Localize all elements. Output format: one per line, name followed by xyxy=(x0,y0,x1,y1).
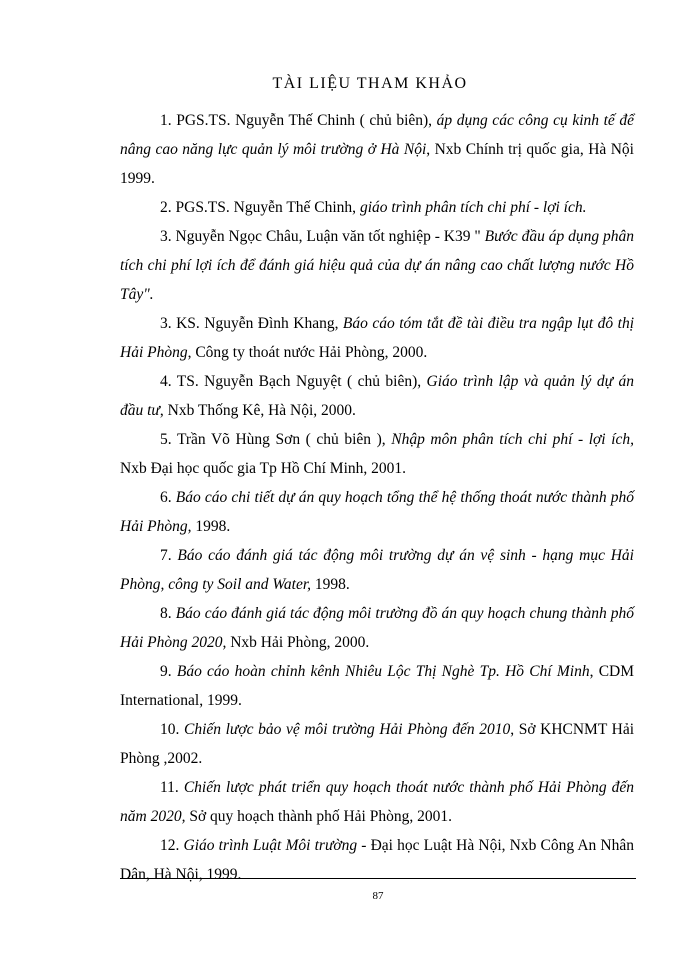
reference-work-title: Giáo trình lập và quản lý dự án đầu tư xyxy=(120,373,634,419)
reference-number: 5. xyxy=(160,431,172,448)
reference-publisher: , Nxb Thống Kê, Hà Nội, 2000. xyxy=(159,402,356,419)
reference-item xyxy=(120,222,634,309)
reference-number: 7. xyxy=(160,547,172,564)
reference-item xyxy=(120,425,634,483)
reference-number: 10. xyxy=(160,721,180,738)
reference-publisher: 1998. xyxy=(311,576,350,593)
reference-item xyxy=(120,773,634,831)
reference-item xyxy=(120,483,634,541)
reference-number: 9. xyxy=(160,663,172,680)
reference-work-title: Báo cáo chi tiết dự án quy hoạch tổng thể hệ thống thoát nước thành phố Hải Phòng, xyxy=(120,489,635,535)
reference-publisher: , CDM International, 1999. xyxy=(120,663,635,709)
footer-divider xyxy=(120,878,636,879)
reference-publisher: Nxb Đại học quốc gia Tp Hồ Chí Minh, 2001. xyxy=(120,460,407,477)
reference-publisher: , Sở KHCNMT Hải Phòng ,2002. xyxy=(120,721,635,767)
reference-work-title: áp dụng các công cụ kinh tế để nâng cao năng lực quản lý môi trường ở Hà Nội xyxy=(120,112,635,158)
reference-work-title: Báo cáo đánh giá tác động môi trường dự án vệ sinh - hạng mục Hải Phòng, công ty Soil and Water, xyxy=(120,547,634,593)
reference-list xyxy=(120,106,634,889)
reference-number: 1. xyxy=(160,112,172,129)
reference-number: 2. xyxy=(160,199,172,216)
reference-publisher: - Đại học Luật Hà Nội, Nxb Công An Nhân Dân, Hà Nội, 1999. xyxy=(120,837,635,883)
reference-author: KS. Nguyễn Đình Khang, xyxy=(176,315,343,332)
reference-item xyxy=(120,106,634,193)
reference-publisher: , Công ty thoát nước Hải Phòng, 2000. xyxy=(187,344,428,361)
reference-publisher: Sở quy hoạch thành phố Hải Phòng, 2001. xyxy=(185,808,452,825)
reference-item xyxy=(120,599,634,657)
reference-item xyxy=(120,193,634,222)
reference-number: 6. xyxy=(160,489,172,506)
reference-item xyxy=(120,367,634,425)
reference-author: Trần Võ Hùng Sơn ( chủ biên ), xyxy=(176,431,392,448)
reference-number: 4. xyxy=(160,373,172,390)
reference-item xyxy=(120,657,634,715)
reference-number: 12. xyxy=(160,837,180,854)
reference-author: PGS.TS. Nguyễn Thế Chinh ( chủ biên), xyxy=(176,112,437,129)
reference-item xyxy=(120,715,634,773)
reference-number: 3. xyxy=(160,228,172,245)
reference-number: 3. xyxy=(160,315,172,332)
reference-work-title: Báo cáo hoàn chỉnh kênh Nhiêu Lộc Thị Nghè Tp. Hồ Chí Minh xyxy=(176,663,590,680)
reference-work-title: Bước đầu áp dụng phân tích chi phí lợi ích để đánh giá hiệu quả của dự án nâng cao chất lượng nước Hồ Tây". xyxy=(120,228,634,303)
reference-author: PGS.TS. Nguyễn Thế Chinh, xyxy=(175,199,360,216)
reference-publisher: 1998. xyxy=(191,518,231,535)
reference-item xyxy=(120,541,634,599)
reference-work-title: Nhập môn phân tích chi phí - lợi ích, xyxy=(391,431,634,448)
reference-publisher: , Nxb Chính trị quốc gia, Hà Nội 1999. xyxy=(120,141,634,187)
reference-number: 11. xyxy=(160,779,179,796)
reference-work-title: Báo cáo đánh giá tác động môi trường đồ án quy hoạch chung thành phố Hải Phòng 2020, xyxy=(120,605,635,651)
page-title: TÀI LIỆU THAM KHẢO xyxy=(272,75,468,92)
reference-work-title: giáo trình phân tích chi phí - lợi ích. xyxy=(359,199,587,216)
reference-author: TS. Nguyễn Bạch Nguyệt ( chủ biên), xyxy=(176,373,427,390)
reference-publisher: Nxb Hải Phòng, 2000. xyxy=(226,634,370,651)
reference-work-title: Chiến lược phát triển quy hoạch thoát nước thành phố Hải Phòng đến năm 2020, xyxy=(120,779,635,825)
page-number: 87 xyxy=(372,890,384,902)
reference-work-title: Báo cáo tóm tắt đề tài điều tra ngập lụt đô thị Hải Phòng xyxy=(120,315,634,361)
reference-work-title: Giáo trình Luật Môi trường xyxy=(183,837,358,854)
reference-author: Nguyễn Ngọc Châu, Luận văn tốt nghiệp - K39 " xyxy=(175,228,485,245)
reference-number: 8. xyxy=(160,605,172,622)
reference-work-title: Chiến lược bảo vệ môi trường Hải Phòng đến 2010 xyxy=(183,721,511,738)
reference-item xyxy=(120,831,634,889)
reference-item xyxy=(120,309,634,367)
